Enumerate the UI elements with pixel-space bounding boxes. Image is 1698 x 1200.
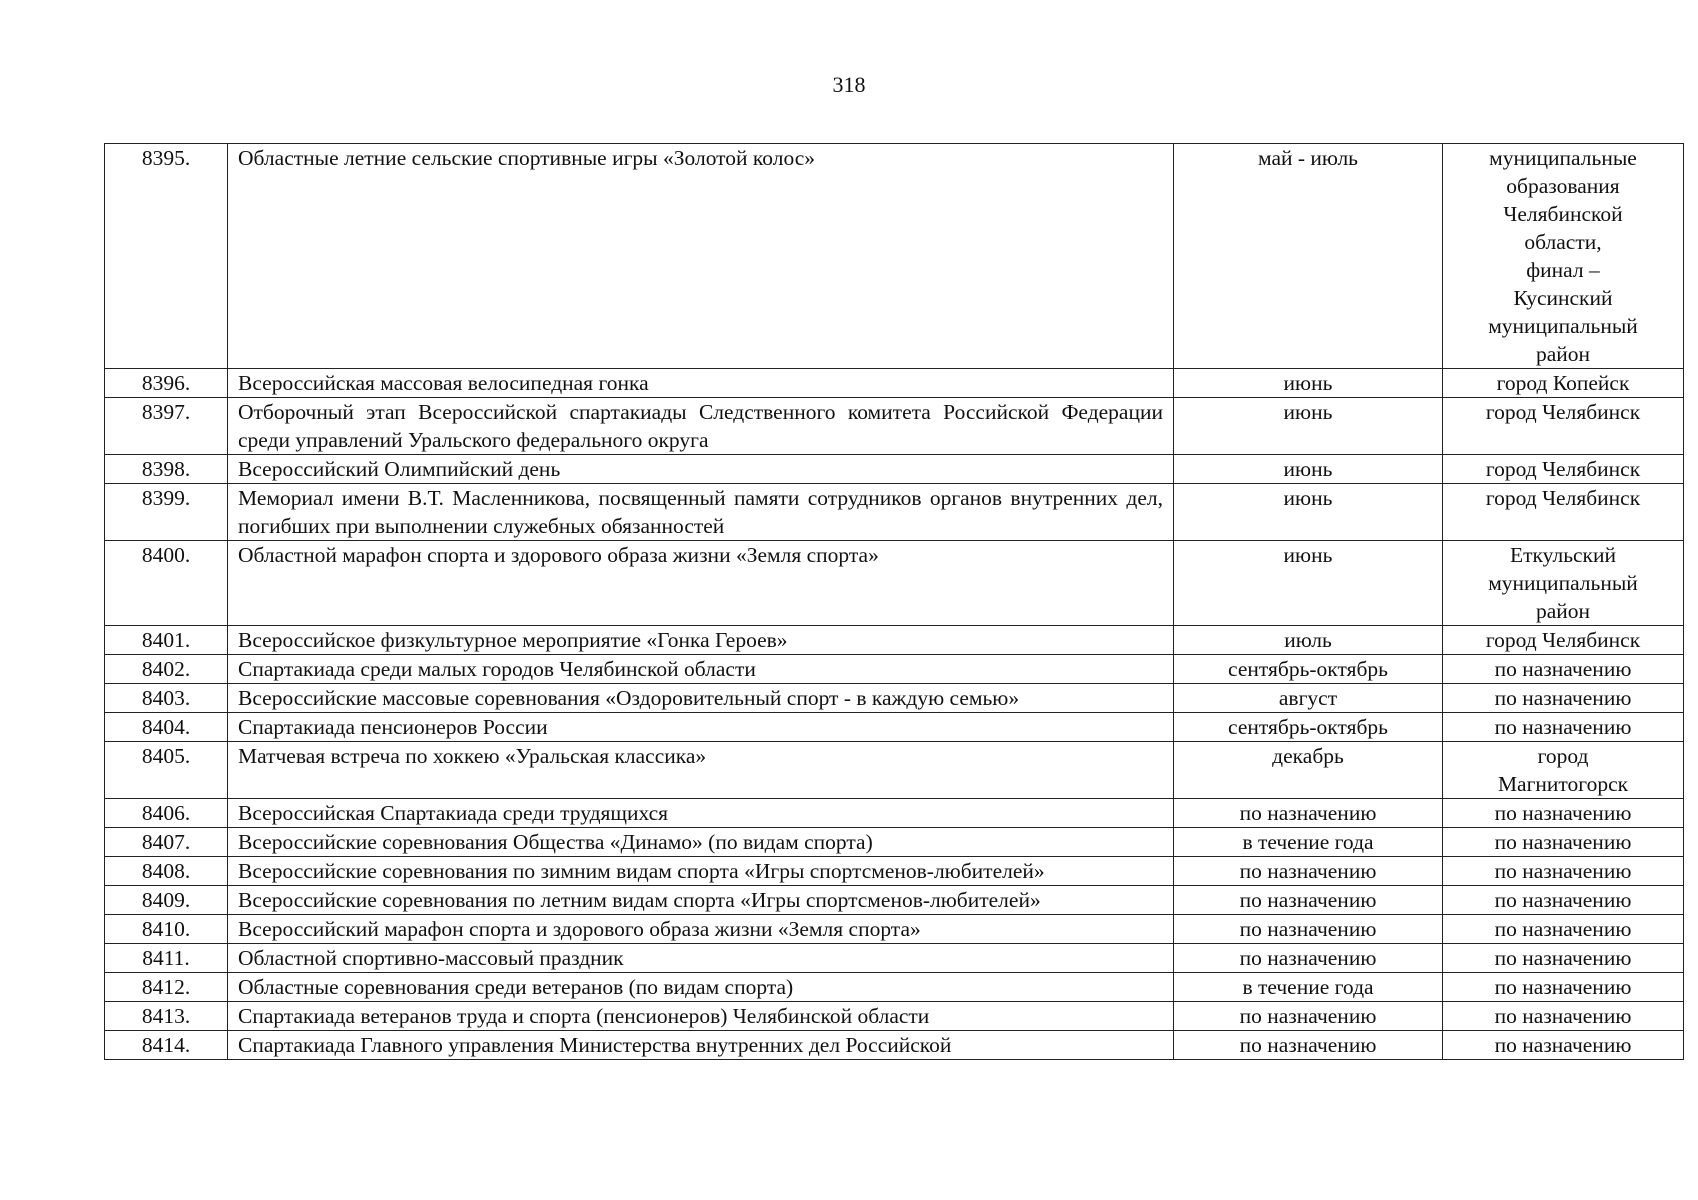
row-number-cell: 8404. [105,713,228,742]
table-row [105,915,1684,944]
event-date-cell: декабрь [1174,742,1443,799]
table-row [105,799,1684,828]
table-row [105,484,1684,541]
event-name-cell: Всероссийские соревнования по зимним видам спорта «Игры спортсменов-любителей» [228,857,1174,886]
event-place-cell: по назначению [1443,799,1684,828]
event-place-cell: по назначению [1443,655,1684,684]
event-name-cell: Отборочный этап Всероссийской спартакиады Следственного комитета Российской Федерации среди управлений Уральского федерального округа [228,398,1174,455]
event-place-cell: город Копейск [1443,369,1684,398]
row-number-cell: 8400. [105,541,228,626]
row-number-cell: 8414. [105,1031,228,1060]
event-date-cell: по назначению [1174,886,1443,915]
event-name-cell: Спартакиада пенсионеров России [228,713,1174,742]
event-date-cell: сентябрь-октябрь [1174,655,1443,684]
event-place-cell: по назначению [1443,857,1684,886]
row-number-cell: 8406. [105,799,228,828]
row-number-cell: 8408. [105,857,228,886]
event-place-cell: по назначению [1443,886,1684,915]
event-date-cell: июнь [1174,541,1443,626]
event-name-cell: Всероссийский марафон спорта и здорового образа жизни «Земля спорта» [228,915,1174,944]
event-date-cell: в течение года [1174,828,1443,857]
event-name-cell: Всероссийская массовая велосипедная гонка [228,369,1174,398]
event-name-cell: Всероссийское физкультурное мероприятие «Гонка Героев» [228,626,1174,655]
table-row [105,541,1684,626]
table-row [105,713,1684,742]
table-row [105,1031,1684,1060]
event-date-cell: по назначению [1174,799,1443,828]
event-date-cell: по назначению [1174,857,1443,886]
table-row [105,369,1684,398]
event-place-cell: город Челябинск [1443,484,1684,541]
event-date-cell: июль [1174,626,1443,655]
row-number-cell: 8412. [105,973,228,1002]
row-number-cell: 8411. [105,944,228,973]
event-name-cell: Спартакиада Главного управления Министерства внутренних дел Российской [228,1031,1174,1060]
event-place-cell: по назначению [1443,944,1684,973]
event-date-cell: по назначению [1174,1031,1443,1060]
event-name-cell: Областной спортивно-массовый праздник [228,944,1174,973]
event-name-cell: Областной марафон спорта и здорового образа жизни «Земля спорта» [228,541,1174,626]
event-place-cell: город Челябинск [1443,455,1684,484]
event-place-cell: по назначению [1443,828,1684,857]
events-table-body [105,144,1684,1060]
event-name-cell: Всероссийские соревнования Общества «Динамо» (по видам спорта) [228,828,1174,857]
event-place-cell: город Челябинск [1443,398,1684,455]
event-date-cell: август [1174,684,1443,713]
row-number-cell: 8398. [105,455,228,484]
row-number-cell: 8405. [105,742,228,799]
table-row [105,144,1684,369]
event-date-cell: июнь [1174,398,1443,455]
row-number-cell: 8413. [105,1002,228,1031]
table-row [105,655,1684,684]
table-row [105,886,1684,915]
page-number: 318 [832,72,866,97]
table-row [105,944,1684,973]
table-row [105,398,1684,455]
event-name-cell: Всероссийский Олимпийский день [228,455,1174,484]
event-name-cell: Спартакиада ветеранов труда и спорта (пенсионеров) Челябинской области [228,1002,1174,1031]
row-number-cell: 8403. [105,684,228,713]
event-place-cell: по назначению [1443,1031,1684,1060]
event-name-cell: Всероссийские соревнования по летним видам спорта «Игры спортсменов-любителей» [228,886,1174,915]
event-date-cell: по назначению [1174,1002,1443,1031]
row-number-cell: 8401. [105,626,228,655]
table-row [105,742,1684,799]
event-name-cell: Мемориал имени В.Т. Масленникова, посвященный памяти сотрудников органов внутренних дел, погибших при выполнении служебных обязанностей [228,484,1174,541]
table-row [105,626,1684,655]
event-place-cell: муниципальные образования Челябинской области, финал – Кусинский муниципальный район [1443,144,1684,369]
table-row [105,684,1684,713]
event-name-cell: Всероссийские массовые соревнования «Оздоровительный спорт - в каждую семью» [228,684,1174,713]
event-date-cell: май - июль [1174,144,1443,369]
row-number-cell: 8397. [105,398,228,455]
event-name-cell: Областные соревнования среди ветеранов (по видам спорта) [228,973,1174,1002]
table-row [105,1002,1684,1031]
event-place-cell: по назначению [1443,915,1684,944]
event-date-cell: в течение года [1174,973,1443,1002]
event-place-cell: по назначению [1443,1002,1684,1031]
event-date-cell: по назначению [1174,915,1443,944]
event-date-cell: июнь [1174,369,1443,398]
table-row [105,828,1684,857]
event-place-cell: по назначению [1443,973,1684,1002]
events-table [104,143,1684,1060]
table-row [105,455,1684,484]
event-date-cell: по назначению [1174,944,1443,973]
event-place-cell: по назначению [1443,684,1684,713]
row-number-cell: 8407. [105,828,228,857]
event-date-cell: сентябрь-октябрь [1174,713,1443,742]
event-place-cell: город Челябинск [1443,626,1684,655]
row-number-cell: 8402. [105,655,228,684]
event-place-cell: по назначению [1443,713,1684,742]
row-number-cell: 8396. [105,369,228,398]
row-number-cell: 8395. [105,144,228,369]
table-row [105,857,1684,886]
event-name-cell: Спартакиада среди малых городов Челябинской области [228,655,1174,684]
event-date-cell: июнь [1174,455,1443,484]
table-row [105,973,1684,1002]
event-name-cell: Всероссийская Спартакиада среди трудящихся [228,799,1174,828]
row-number-cell: 8409. [105,886,228,915]
row-number-cell: 8399. [105,484,228,541]
row-number-cell: 8410. [105,915,228,944]
event-place-cell: Еткульский муниципальный район [1443,541,1684,626]
event-place-cell: город Магнитогорск [1443,742,1684,799]
event-name-cell: Матчевая встреча по хоккею «Уральская классика» [228,742,1174,799]
event-name-cell: Областные летние сельские спортивные игры «Золотой колос» [228,144,1174,369]
event-date-cell: июнь [1174,484,1443,541]
